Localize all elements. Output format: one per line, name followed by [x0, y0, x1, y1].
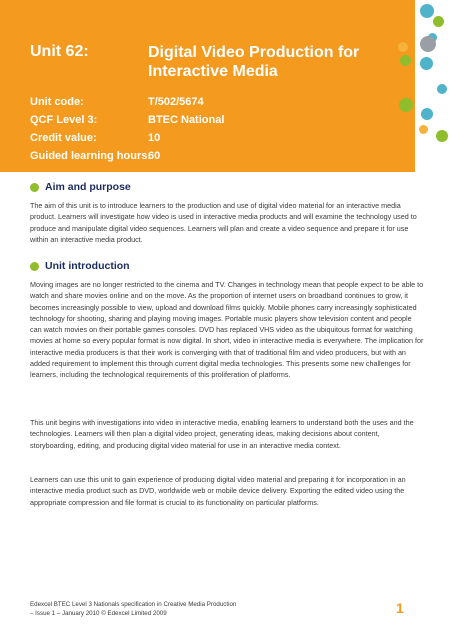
unit-number: Unit 62: — [30, 43, 89, 60]
section-heading-intro — [30, 259, 130, 273]
meta-key: Unit code: — [30, 96, 84, 108]
meta-value: 10 — [148, 132, 161, 144]
meta-value: 60 — [148, 150, 161, 162]
section-title: Aim and purpose — [45, 181, 131, 193]
unit-header — [0, 0, 453, 172]
page-number: 1 — [396, 600, 404, 616]
unit-title: Digital Video Production for Interactive Media — [148, 44, 360, 80]
meta-key: Credit value: — [30, 132, 97, 144]
section-title: Unit introduction — [45, 260, 130, 272]
decor-dot — [421, 108, 433, 120]
intro-paragraph: Moving images are no longer restricted to the cinema and TV. Changes in technology mean that people expect to be able to watch and share movies online and on the move. As the proportion of internet users on broadband continues to grow, it becomes increasingly possible to view, upload and download films quickly. Mobile phones carry increasingly sophisticated technology for shooting, sharing and playing moving images. Portable music players show television content and people can watch movies on their portable games consoles. DVD has replaced VHS video as the ubiquitous format for watching movies at home so every popular format is now digital. In short, video in interactive media is everywhere. The implication for interactive media producers is that their work is converging with that of traditional film and video producers, but with an added requirement to implement this through current digital media technologies. This presents some new challenges for learners, including the technological requirements of this proliferation of platforms. — [30, 280, 424, 380]
footer-citation — [30, 600, 236, 618]
aim-paragraph: The aim of this unit is to introduce learners to the production and use of digital video material for an interactive media product. Learners will investigate how video is used in interactive media products and will examine the technology used to produce and manipulate digital video sequences. Learners will plan and create a video sequence and prepare it for use within an interactive media product. — [30, 201, 417, 244]
section-heading-aim — [30, 180, 131, 194]
footer-line: Edexcel BTEC Level 3 Nationals specification in Creative Media Production — [30, 601, 237, 608]
intro-paragraph: Learners can use this unit to gain experience of producing digital video material and preparing it for incorporation in an interactive media product such as DVD, worldwide web or mobile device delivery. Exporting the edited video using the appropriate compression and file format is crucial to its functionality on particular platforms. — [30, 475, 406, 507]
meta-key: Guided learning hours: — [30, 150, 152, 162]
decor-dot — [437, 84, 447, 94]
bullet-dot-icon — [30, 262, 39, 271]
decor-dot — [420, 57, 433, 70]
meta-value: T/502/5674 — [148, 96, 204, 108]
meta-value: BTEC National — [148, 114, 225, 126]
bullet-dot-icon — [30, 183, 39, 192]
decor-dot — [419, 125, 428, 134]
footer-line: – Issue 1 – January 2010 © Edexcel Limited 2009 — [30, 610, 167, 617]
intro-paragraph: This unit begins with investigations into video in interactive media, enabling learners to understand both the uses and the technologies. Learners will then plan a digital video project, generating ideas, making decisions about content, storyboarding, editing, and producing digital video material for use in an interactive media context. — [30, 418, 414, 450]
decor-dot — [433, 16, 444, 27]
meta-key: QCF Level 3: — [30, 114, 98, 126]
decor-dot — [420, 36, 436, 52]
header-band — [0, 0, 415, 172]
decor-dot — [420, 4, 434, 18]
decor-dot — [436, 130, 448, 142]
decor-dot — [399, 98, 413, 112]
